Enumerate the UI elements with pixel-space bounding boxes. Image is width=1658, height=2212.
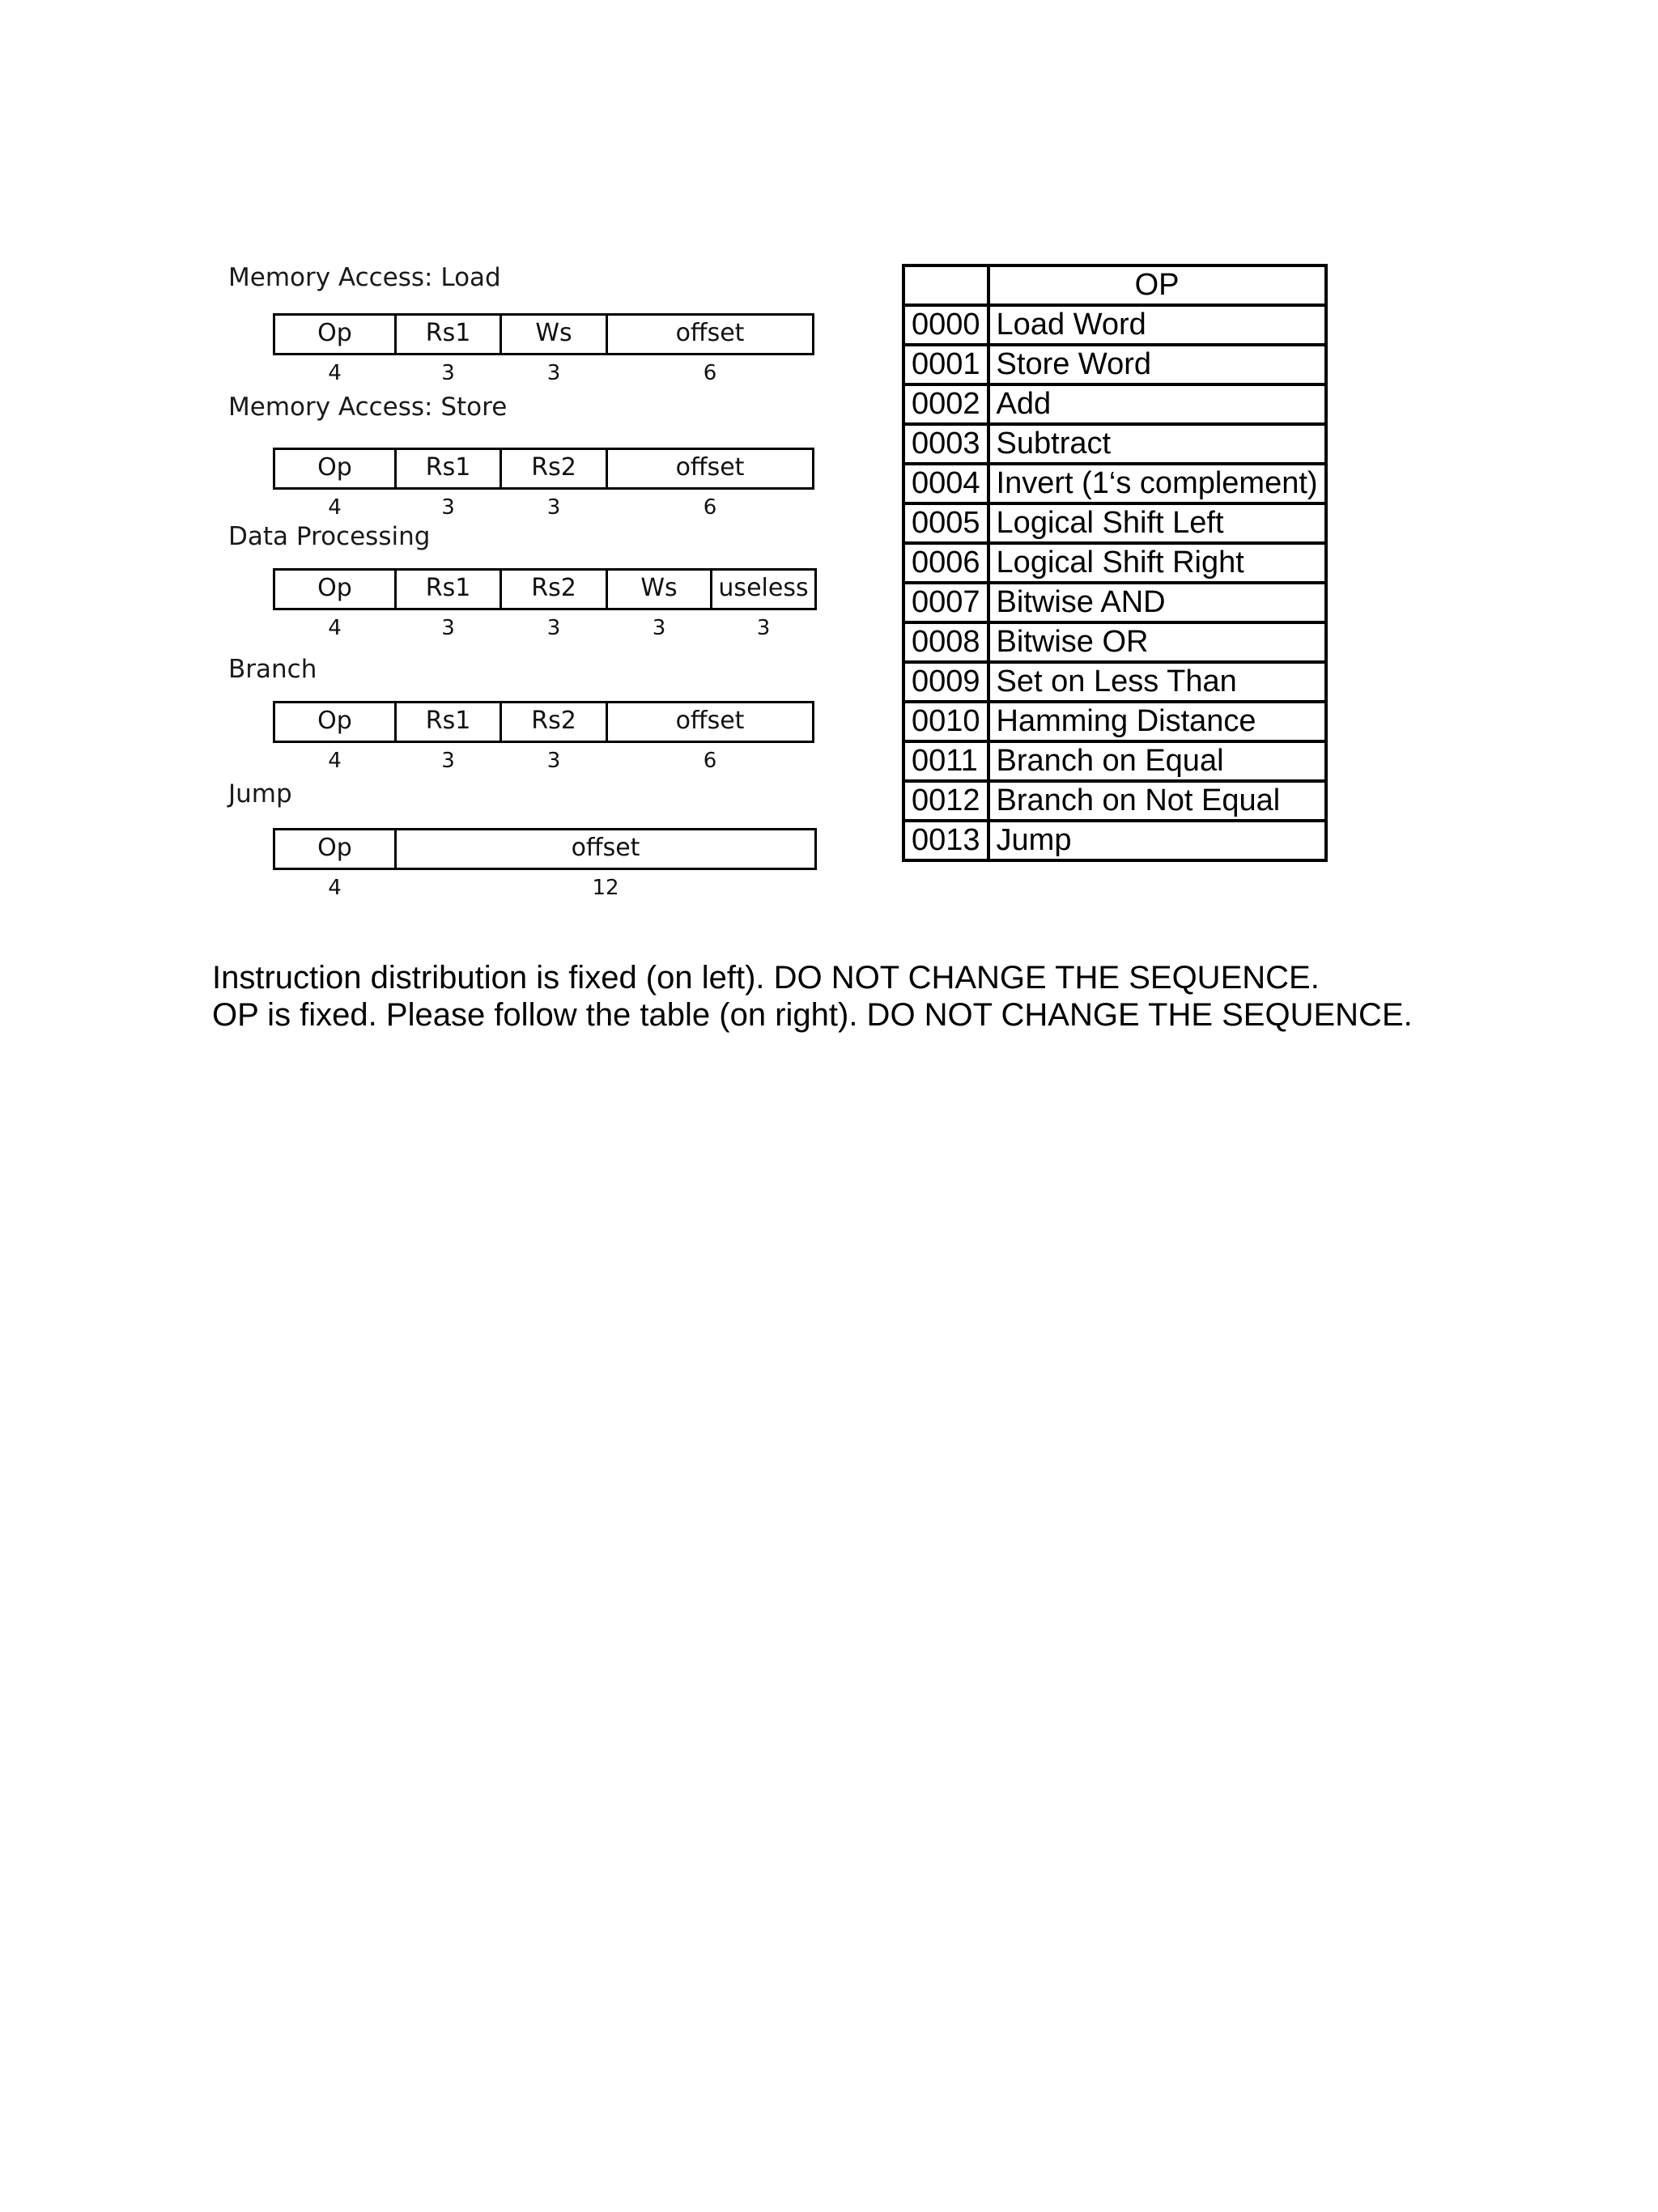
format-row-jump <box>273 828 814 900</box>
field-bits: 3 <box>546 361 561 385</box>
note-op-fixed: OP is fixed. Please follow the table (on right). DO NOT CHANGE THE SEQUENCE. <box>212 997 1413 1033</box>
operation-cell: Bitwise AND <box>988 583 1326 622</box>
opcode-cell: 0009 <box>903 662 988 702</box>
opcode-cell: 0000 <box>903 305 988 345</box>
table-row <box>903 741 1326 781</box>
field-bits: 6 <box>703 749 717 773</box>
field-bits: 3 <box>441 495 455 520</box>
table-row <box>903 622 1326 662</box>
table-row <box>903 464 1326 503</box>
opcode-cell: 0012 <box>903 781 988 821</box>
format-row-data-processing <box>273 568 814 640</box>
field-name: Rs2 <box>531 574 576 602</box>
field-offset <box>394 828 817 900</box>
operation-cell: Branch on Equal <box>988 741 1326 781</box>
format-row-store <box>273 448 812 520</box>
operation-cell: Store Word <box>988 345 1326 384</box>
table-row <box>903 384 1326 424</box>
field-name: Rs2 <box>531 707 576 735</box>
field-name: useless <box>718 574 809 602</box>
field-name: Rs1 <box>425 319 471 347</box>
field-ws <box>500 313 608 385</box>
format-title-data-processing: Data Processing <box>228 522 431 551</box>
format-title-store: Memory Access: Store <box>228 393 508 422</box>
field-ws <box>606 568 712 640</box>
table-row <box>903 702 1326 741</box>
field-name: Ws <box>640 574 678 602</box>
opcode-cell: 0011 <box>903 741 988 781</box>
opcode-cell: 0008 <box>903 622 988 662</box>
table-row <box>903 821 1326 860</box>
field-name: Op <box>317 453 352 482</box>
table-header-row <box>903 265 1326 305</box>
opcode-cell: 0001 <box>903 345 988 384</box>
operation-cell: Set on Less Than <box>988 662 1326 702</box>
operation-cell: Add <box>988 384 1326 424</box>
table-row <box>903 345 1326 384</box>
field-name: offset <box>571 834 640 862</box>
field-bits: 4 <box>328 495 342 520</box>
opcode-table <box>902 264 1328 862</box>
field-name: Rs1 <box>425 574 471 602</box>
field-bits: 3 <box>652 616 666 640</box>
operation-cell: Hamming Distance <box>988 702 1326 741</box>
opcode-cell: 0006 <box>903 543 988 583</box>
field-rs1 <box>394 313 502 385</box>
operation-cell: Bitwise OR <box>988 622 1326 662</box>
field-bits: 3 <box>546 749 561 773</box>
field-name: Rs1 <box>425 707 471 735</box>
field-bits: 3 <box>441 616 455 640</box>
field-op <box>273 313 397 385</box>
table-row <box>903 424 1326 464</box>
field-bits: 4 <box>328 361 342 385</box>
format-title-jump: Jump <box>228 779 292 809</box>
field-offset <box>606 448 814 520</box>
operation-cell: Jump <box>988 821 1326 860</box>
operation-cell: Logical Shift Right <box>988 543 1326 583</box>
opcode-cell: 0002 <box>903 384 988 424</box>
operation-cell: Invert (1‘s complement) <box>988 464 1326 503</box>
field-name: Rs2 <box>531 453 576 482</box>
field-bits: 12 <box>592 876 619 900</box>
operation-cell: Branch on Not Equal <box>988 781 1326 821</box>
field-name: Op <box>317 834 352 862</box>
table-row <box>903 305 1326 345</box>
field-name: offset <box>675 453 745 482</box>
field-bits: 4 <box>328 616 342 640</box>
header-op: OP <box>988 265 1326 305</box>
field-name: offset <box>675 707 745 735</box>
format-row-branch <box>273 701 812 773</box>
field-op <box>273 828 397 900</box>
field-useless <box>710 568 817 640</box>
field-bits: 3 <box>441 749 455 773</box>
field-rs2 <box>500 568 608 640</box>
opcode-cell: 0005 <box>903 503 988 543</box>
field-name: Rs1 <box>425 453 471 482</box>
table-row <box>903 503 1326 543</box>
field-rs2 <box>500 448 608 520</box>
field-bits: 3 <box>441 361 455 385</box>
opcode-cell: 0013 <box>903 821 988 860</box>
field-rs2 <box>500 701 608 773</box>
field-bits: 4 <box>328 876 342 900</box>
table-row <box>903 543 1326 583</box>
field-rs1 <box>394 448 502 520</box>
opcode-cell: 0003 <box>903 424 988 464</box>
field-offset <box>606 701 814 773</box>
format-title-branch: Branch <box>228 655 317 684</box>
opcode-cell: 0007 <box>903 583 988 622</box>
table-row <box>903 662 1326 702</box>
table-row <box>903 583 1326 622</box>
field-rs1 <box>394 568 502 640</box>
field-bits: 6 <box>703 495 717 520</box>
format-title-load: Memory Access: Load <box>228 263 501 292</box>
field-bits: 3 <box>546 495 561 520</box>
field-op <box>273 448 397 520</box>
field-bits: 3 <box>546 616 561 640</box>
field-rs1 <box>394 701 502 773</box>
opcode-cell: 0010 <box>903 702 988 741</box>
operation-cell: Logical Shift Left <box>988 503 1326 543</box>
header-blank-cell <box>903 265 988 305</box>
field-bits: 3 <box>756 616 771 640</box>
field-name: Ws <box>535 319 572 347</box>
field-op <box>273 701 397 773</box>
field-name: Op <box>317 319 352 347</box>
opcode-cell: 0004 <box>903 464 988 503</box>
field-bits: 4 <box>328 749 342 773</box>
field-offset <box>606 313 814 385</box>
format-row-load <box>273 313 812 385</box>
field-name: Op <box>317 574 352 602</box>
field-name: offset <box>675 319 745 347</box>
field-name: Op <box>317 707 352 735</box>
note-instruction-distribution: Instruction distribution is fixed (on left). DO NOT CHANGE THE SEQUENCE. <box>212 960 1320 996</box>
field-bits: 6 <box>703 361 717 385</box>
instruction-format-diagram <box>0 0 842 923</box>
field-op <box>273 568 397 640</box>
table-row <box>903 781 1326 821</box>
operation-cell: Subtract <box>988 424 1326 464</box>
operation-cell: Load Word <box>988 305 1326 345</box>
